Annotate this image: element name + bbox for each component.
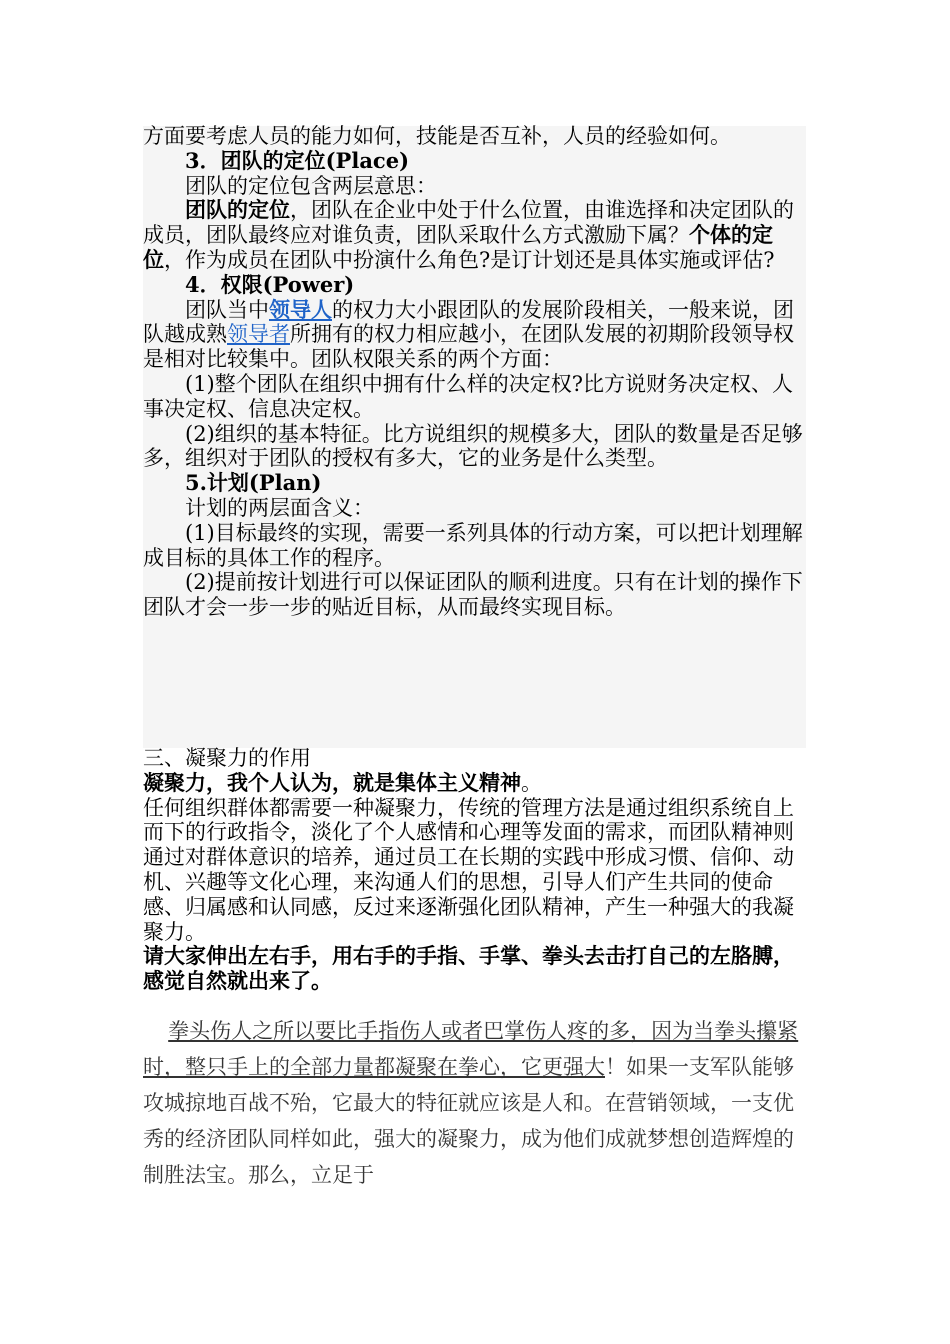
plan-heading: 5.计划(Plan) <box>185 470 322 496</box>
place-intro: 团队的定位包含两层意思： <box>185 173 437 198</box>
individual-position-label: 个体的定位 <box>143 222 773 272</box>
power-heading: 4．权限(Power) <box>185 271 355 297</box>
fist-paragraph: 拳头伤人之所以要比手指伤人或者巴掌伤人疼的多，因为当拳头攥紧时，整只手上的全部力量都凝聚在拳心，它更强大！如果一支军队能够攻城掠地百战不殆，它最大的特征就应该是人和。在营销领域，一支优秀的经济团队同样如此，强大的凝聚力，成为他们成就梦想创造辉煌的制胜法宝。那么，立足于 <box>143 1019 799 1187</box>
power-paragraph: 团队当中领导人的权力大小跟团队的发展阶段相关，一般来说，团队越成熟领导者所拥有的权力相应越小，在团队发展的初期阶段领导权是相对比较集中。团队权限关系的两个方面： <box>143 296 794 372</box>
cohesion-body: 任何组织群体都需要一种凝聚力，传统的管理方法是通过组织系统自上而下的行政指令，淡化了个人感情和心理等发面的需求，而团队精神则通过对群体意识的培养，通过员工在长期的实践中形成习惯、信仰、动机、兴趣等文化心理，来沟通人们的思想，引导人们产生共同的使命感、归属感和认同感，反过来逐渐强化团队精神，产生一种强大的我凝聚力。 <box>143 795 794 944</box>
cohesion-exercise: 请大家伸出左右手，用右手的手指、手掌、拳头去击打自己的左胳膊，感觉自然就出来了。 <box>143 943 794 994</box>
cohesion-heading: 三、凝聚力的作用 <box>143 746 311 770</box>
leadership-link[interactable]: 领导者 <box>227 322 290 347</box>
section-team-elements <box>143 124 803 620</box>
power-item-2: (2)组织的基本特征。比方说组织的规模多大，团队的数量是否足够多，组织对于团队的授权有多大，它的业务是什么类型。 <box>143 421 803 471</box>
power-item-1: (1)整个团队在组织中拥有什么样的决定权?比方说财务决定权、人事决定权、信息决定权。 <box>143 371 794 421</box>
place-heading: 3．团队的定位(Place) <box>185 147 410 173</box>
cohesion-bold-line: 凝聚力，我个人认为，就是集体主义精神。 <box>143 769 542 795</box>
plan-item-1: (1)目标最终的实现，需要一系列具体的行动方案，可以把计划理解成目标的具体工作的程序。 <box>143 520 803 570</box>
team-position-label: 团队的定位 <box>185 197 290 223</box>
leader-link[interactable]: 领导人 <box>269 296 332 322</box>
section-cohesion <box>143 746 803 994</box>
section-fist-analogy <box>143 1013 803 1193</box>
underlined-text: 拳头伤人之所以要比手指伤人或者巴掌伤人疼的多，因为当拳头攥紧时，整只手上的全部力量都凝聚在拳心，它更强大 <box>143 1019 799 1079</box>
continuation-paragraph: 方面要考虑人员的能力如何，技能是否互补，人员的经验如何。 <box>143 124 731 148</box>
place-paragraph: 团队的定位，团队在企业中处于什么位置，由谁选择和决定团队的成员，团队最终应对谁负责，团队采取什么方式激励下属？个体的定位，作为成员在团队中扮演什么角色?是订计划还是具体实施或评估? <box>143 197 794 272</box>
plan-item-2: (2)提前按计划进行可以保证团队的顺利进度。只有在计划的操作下团队才会一步一步的贴近目标，从而最终实现目标。 <box>143 570 803 620</box>
plan-intro: 计划的两层面含义： <box>185 495 374 520</box>
